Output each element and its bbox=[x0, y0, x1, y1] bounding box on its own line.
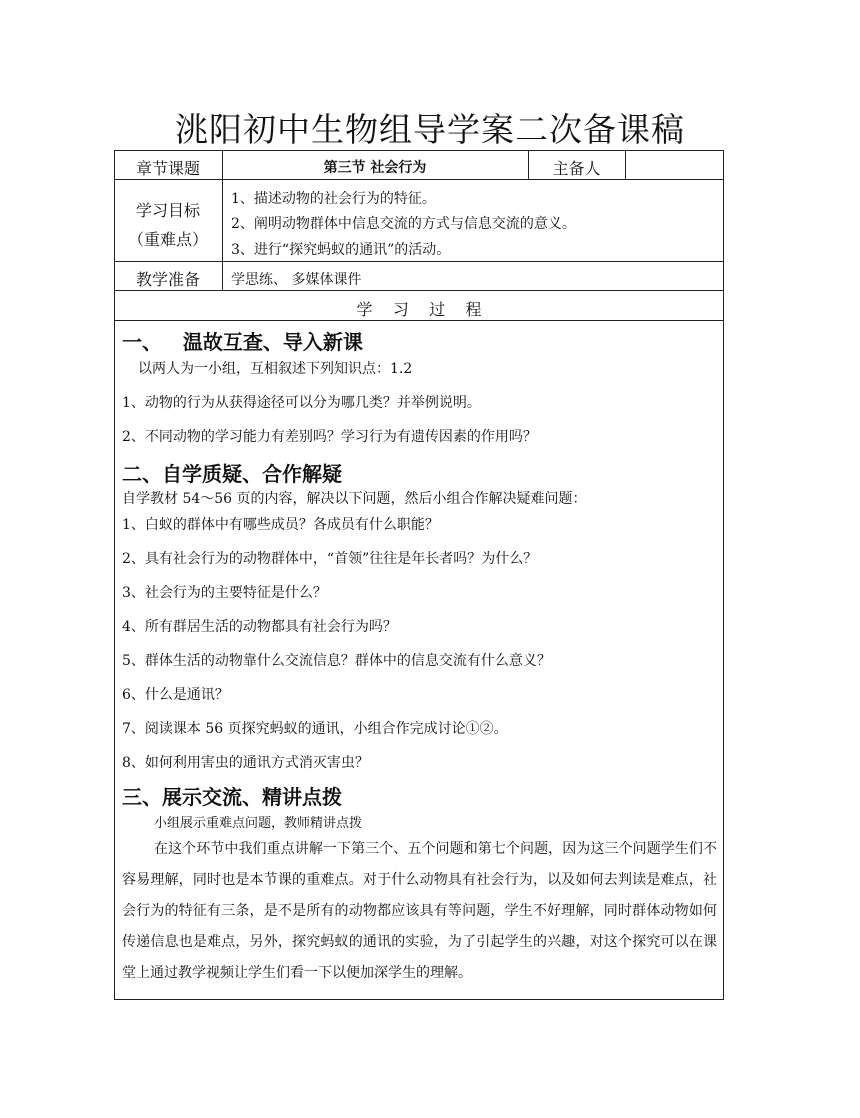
question-item: 2、不同动物的学习能力有差别吗？学习行为有遗传因素的作用吗？ bbox=[122, 429, 537, 445]
goal-item: 2、阐明动物群体中信息交流的方式与信息交流的意义。 bbox=[231, 216, 576, 232]
prep-value: 学思练、 多媒体课件 bbox=[231, 272, 362, 288]
question-item: 2、具有社会行为的动物群体中，“首领”往往是年长者吗？为什么？ bbox=[122, 551, 538, 567]
table-divider bbox=[114, 320, 724, 321]
goal-item: 3、进行“探究蚂蚁的通讯”的活动。 bbox=[231, 242, 451, 258]
section-subtitle: 小组展示重难点问题，教师精讲点拨 bbox=[154, 816, 363, 831]
question-item: 1、动物的行为从获得途径可以分为哪几类？并举例说明。 bbox=[122, 395, 481, 411]
section-intro: 以两人为一小组，互相叙述下列知识点：1.2 bbox=[138, 361, 413, 377]
table-divider bbox=[114, 179, 724, 180]
process-heading: 学 习 过 程 bbox=[356, 300, 482, 319]
chapter-label: 章节课题 bbox=[135, 159, 200, 178]
section-heading: 三、展示交流、精讲点拨 bbox=[122, 785, 342, 809]
section-heading: 一、 温故互查、导入新课 bbox=[122, 330, 363, 354]
question-item: 1、白蚁的群体中有哪些成员？各成员有什么职能？ bbox=[122, 517, 439, 533]
prep-label: 教学准备 bbox=[135, 270, 200, 289]
chapter-value: 第三节 社会行为 bbox=[323, 160, 427, 176]
table-divider bbox=[114, 290, 724, 291]
goal-item: 1、描述动物的社会行为的特征。 bbox=[231, 191, 436, 207]
table-divider bbox=[625, 150, 626, 179]
question-item: 8、如何利用害虫的通讯方式消灭害虫？ bbox=[122, 755, 369, 771]
section-intro: 自学教材 54～56 页的内容，解决以下问题，然后小组合作解决疑难问题： bbox=[122, 491, 587, 507]
question-item: 6、什么是通讯？ bbox=[122, 687, 229, 703]
section-heading: 二、自学质疑、合作解疑 bbox=[122, 462, 342, 486]
table-divider bbox=[114, 261, 724, 262]
goals-label: 学习目标 bbox=[135, 201, 200, 220]
question-item: 7、阅读课本 56 页探究蚂蚁的通讯，小组合作完成讨论①②。 bbox=[122, 721, 508, 737]
goals-sublabel: （重难点） bbox=[127, 230, 208, 249]
document-title: 洮阳初中生物组导学案二次备课稿 bbox=[175, 110, 685, 149]
preparer-label: 主备人 bbox=[552, 159, 601, 178]
section-paragraph: 在这个环节中我们重点讲解一下第三个、五个问题和第七个问题，因为这三个问题学生们不容易理解，同时也是本节课的重难点。对于什么动物具有社会行为，以及如何去判读是难点，社会行为的特征有三条，是不是所有的动物都应该具有等问题，学生不好理解，同时群体动物如何传递信息也是难点，另外，探究蚂蚁的通讯的实验，为了引起学生的兴趣，对这个探究可以在课堂上通过教学视频让学生们看一下以便加深学生的理解。 bbox=[122, 841, 717, 981]
question-item: 3、社会行为的主要特征是什么？ bbox=[122, 585, 327, 601]
question-item: 5、群体生活的动物靠什么交流信息？群体中的信息交流有什么意义？ bbox=[122, 653, 551, 669]
question-item: 4、所有群居生活的动物都具有社会行为吗？ bbox=[122, 619, 397, 635]
